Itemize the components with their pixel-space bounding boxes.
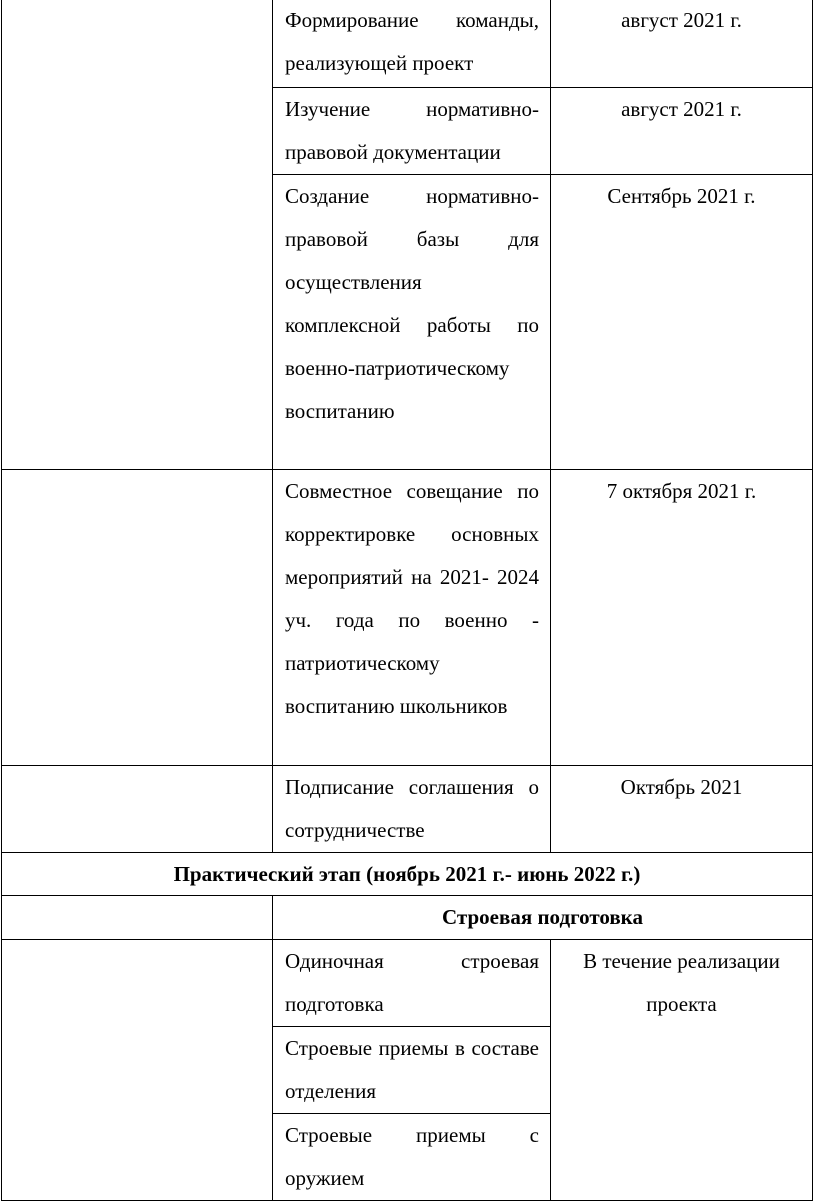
section-heading-row <box>2 896 813 940</box>
date-cell <box>551 940 813 1201</box>
empty-cell <box>2 0 273 470</box>
empty-cell <box>2 896 273 940</box>
table-row <box>2 0 813 88</box>
empty-cell <box>2 766 273 853</box>
activity-text: Формирование команды, реализующей проект <box>285 8 539 75</box>
stage-heading-cell <box>2 853 813 896</box>
date-text: 7 октября 2021 г. <box>606 479 757 503</box>
date-text: В течение реализации проекта <box>583 949 780 1016</box>
date-text: Сентябрь 2021 г. <box>607 184 756 208</box>
activity-cell <box>273 940 551 1027</box>
date-text: август 2021 г. <box>621 97 742 121</box>
activity-cell <box>273 0 551 88</box>
activity-text: Совместное совещание по корректировке основных мероприятий на 2021- 2024 уч. года по военно - патриотическому воспитанию школьников <box>285 479 539 718</box>
date-cell <box>551 470 813 766</box>
activity-text: Изучение нормативно-правовой документации <box>285 97 539 164</box>
activity-text: Создание нормативно-правовой базы для осуществления комплексной работы по военно-патриотическому воспитанию <box>285 184 539 423</box>
project-plan-table <box>1 0 813 1201</box>
activity-text: Подписание соглашения о сотрудничестве <box>285 775 539 842</box>
activity-cell <box>273 88 551 175</box>
date-text: август 2021 г. <box>621 8 742 32</box>
empty-cell <box>2 940 273 1201</box>
date-text: Октябрь 2021 <box>620 775 743 799</box>
date-cell <box>551 175 813 470</box>
activity-cell <box>273 470 551 766</box>
stage-heading: Практический этап (ноябрь 2021 г.- июнь 2022 г.) <box>173 862 641 886</box>
activity-cell <box>273 766 551 853</box>
empty-cell <box>2 470 273 766</box>
activity-text: Строевые приемы с оружием <box>285 1123 539 1190</box>
activity-text: Строевые приемы в составе отделения <box>285 1036 539 1103</box>
table-row <box>2 940 813 1027</box>
table-row <box>2 766 813 853</box>
section-heading: Строевая подготовка <box>442 905 643 929</box>
section-heading-cell <box>273 896 813 940</box>
date-cell <box>551 88 813 175</box>
stage-heading-row <box>2 853 813 896</box>
activity-cell <box>273 1114 551 1201</box>
activity-cell <box>273 175 551 470</box>
activity-text: Одиночная строевая подготовка <box>285 949 539 1016</box>
table-row <box>2 470 813 766</box>
activity-cell <box>273 1027 551 1114</box>
date-cell <box>551 0 813 88</box>
date-cell <box>551 766 813 853</box>
